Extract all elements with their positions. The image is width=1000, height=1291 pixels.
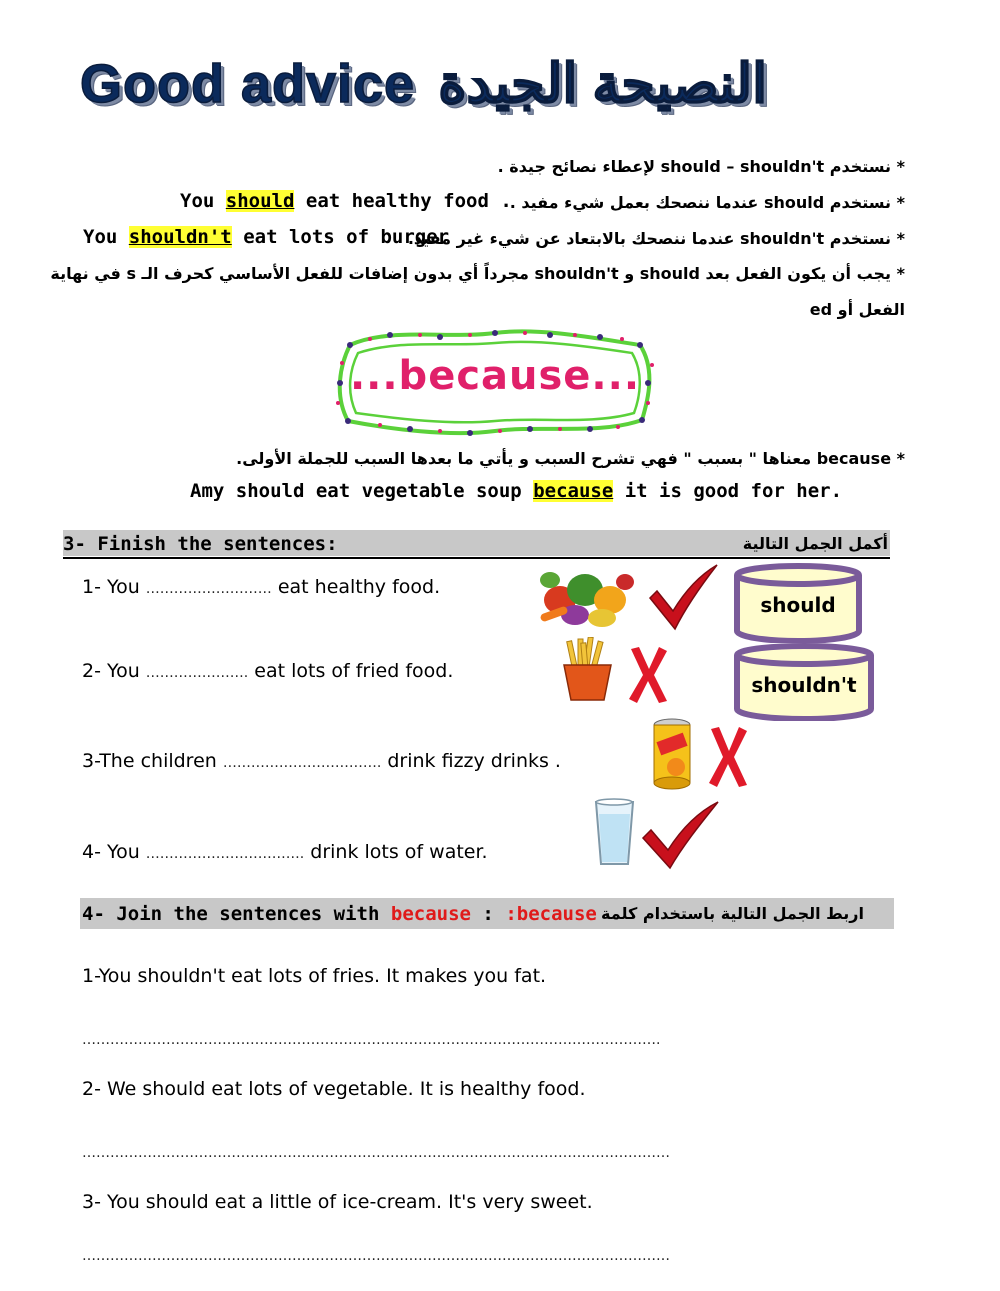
rule-line-3-arabic: * نستخدم shouldn't عندما ننصحك بالابتعاد عن شيء غير مفيد. [407, 229, 905, 248]
example-you: You [83, 226, 118, 248]
because-word: ...because... [349, 353, 641, 399]
finish-sentence-2 [82, 660, 453, 682]
word-shouldnt: shouldn't [751, 673, 857, 697]
checkmark-icon [645, 563, 720, 633]
example-rest: eat lots of burger [243, 226, 450, 248]
checkmark-icon [638, 800, 720, 872]
vegetables-icon [530, 560, 640, 630]
sentence-start: 2- You [82, 660, 140, 682]
water-glass-icon [592, 798, 637, 868]
rule-line-4: * يجب أن يكون الفعل بعد should و shouldn't مجرداً أي بدون إضافات للفعل الأساسي كحرف الـ s في نهاية [50, 264, 905, 283]
sentence-end: drink lots of water. [310, 841, 488, 863]
highlight-shouldnt: shouldn't [128, 226, 232, 248]
finish-sentence-4 [82, 841, 488, 863]
section-3-header [63, 530, 890, 556]
because-example-end: it is good for her. [624, 480, 843, 502]
sentence-start: 4- You [82, 841, 140, 863]
title-english: Good advice [80, 54, 416, 114]
section-4-title-start: 4- Join the sentences with [82, 903, 380, 925]
because-example [190, 480, 842, 502]
join-sentence-2: 2- We should eat lots of vegetable. It is healthy food. [82, 1078, 586, 1100]
answer-line-1[interactable]: ……………………………………………………………………………………………………………. [82, 1032, 661, 1048]
rule-line-5: الفعل أو ed [809, 300, 905, 319]
word-should: should [760, 593, 836, 617]
fizzy-drink-can-icon [650, 717, 695, 792]
highlight-should: should [225, 190, 295, 212]
because-rule-arabic: * because معناها " بسبب " فهي تشرح السبب و يأتي ما بعدها السبب للجملة الأولى. [236, 449, 905, 468]
section-3-title: 3- Finish the sentences: [63, 533, 338, 555]
answer-line-2[interactable]: ……………………………………………………………………………………………………………… [82, 1145, 670, 1161]
because-image [330, 325, 660, 440]
cross-icon [625, 645, 670, 705]
section-4-keyword: because [390, 903, 471, 925]
rule-line-2-arabic: * نستخدم should عندما ننصحك بعمل شيء مفيد . [509, 193, 905, 212]
rule-line-3-example [83, 226, 449, 248]
sentence-end: eat lots of fried food. [254, 660, 454, 682]
answer-blank[interactable]: ……………………………. [145, 846, 305, 862]
highlight-because: because [533, 480, 614, 502]
fries-icon [560, 637, 615, 702]
example-rest: eat healthy food . [305, 190, 512, 212]
section-4-title [82, 903, 597, 925]
join-sentence-1: 1-You shouldn't eat lots of fries. It makes you fat. [82, 965, 547, 987]
section-4-colon: : [482, 903, 494, 925]
rule-line-1: * نستخدم should – shouldn't لإعطاء نصائح جيدة . [497, 157, 905, 176]
answer-line-3[interactable]: ……………………………………………………………………………………………………………… [82, 1248, 670, 1264]
sentence-end: drink fizzy drinks . [387, 750, 561, 772]
answer-blank[interactable]: ……………………… [145, 581, 272, 597]
section-4-arabic: اربط الجمل التالية باستخدام كلمة [601, 904, 864, 923]
cross-icon [705, 725, 750, 790]
page-title [80, 52, 840, 132]
title-arabic: النصيحة الجيدة [438, 54, 768, 114]
section-3-arabic: أكمل الجمل التالية [742, 534, 888, 553]
sentence-start: 3-The children [82, 750, 217, 772]
sentence-start: 1- You [82, 576, 140, 598]
sentence-end: eat healthy food. [277, 576, 441, 598]
section-3-underline [63, 557, 890, 559]
example-you: You [180, 190, 215, 212]
finish-sentence-1 [82, 576, 440, 598]
answer-blank[interactable]: …………………. [145, 665, 249, 681]
finish-sentence-3 [82, 750, 561, 772]
rule-line-2-example [180, 190, 512, 212]
word-bank-shouldnt [733, 643, 875, 721]
section-4-keyword-2: :because [505, 903, 597, 925]
join-sentence-3: 3- You should eat a little of ice-cream. It's very sweet. [82, 1191, 593, 1213]
because-example-start: Amy should eat vegetable soup [190, 480, 522, 502]
word-bank-should [733, 563, 863, 643]
answer-blank[interactable]: ……………………………. [222, 755, 382, 771]
section-4-header [80, 898, 894, 929]
